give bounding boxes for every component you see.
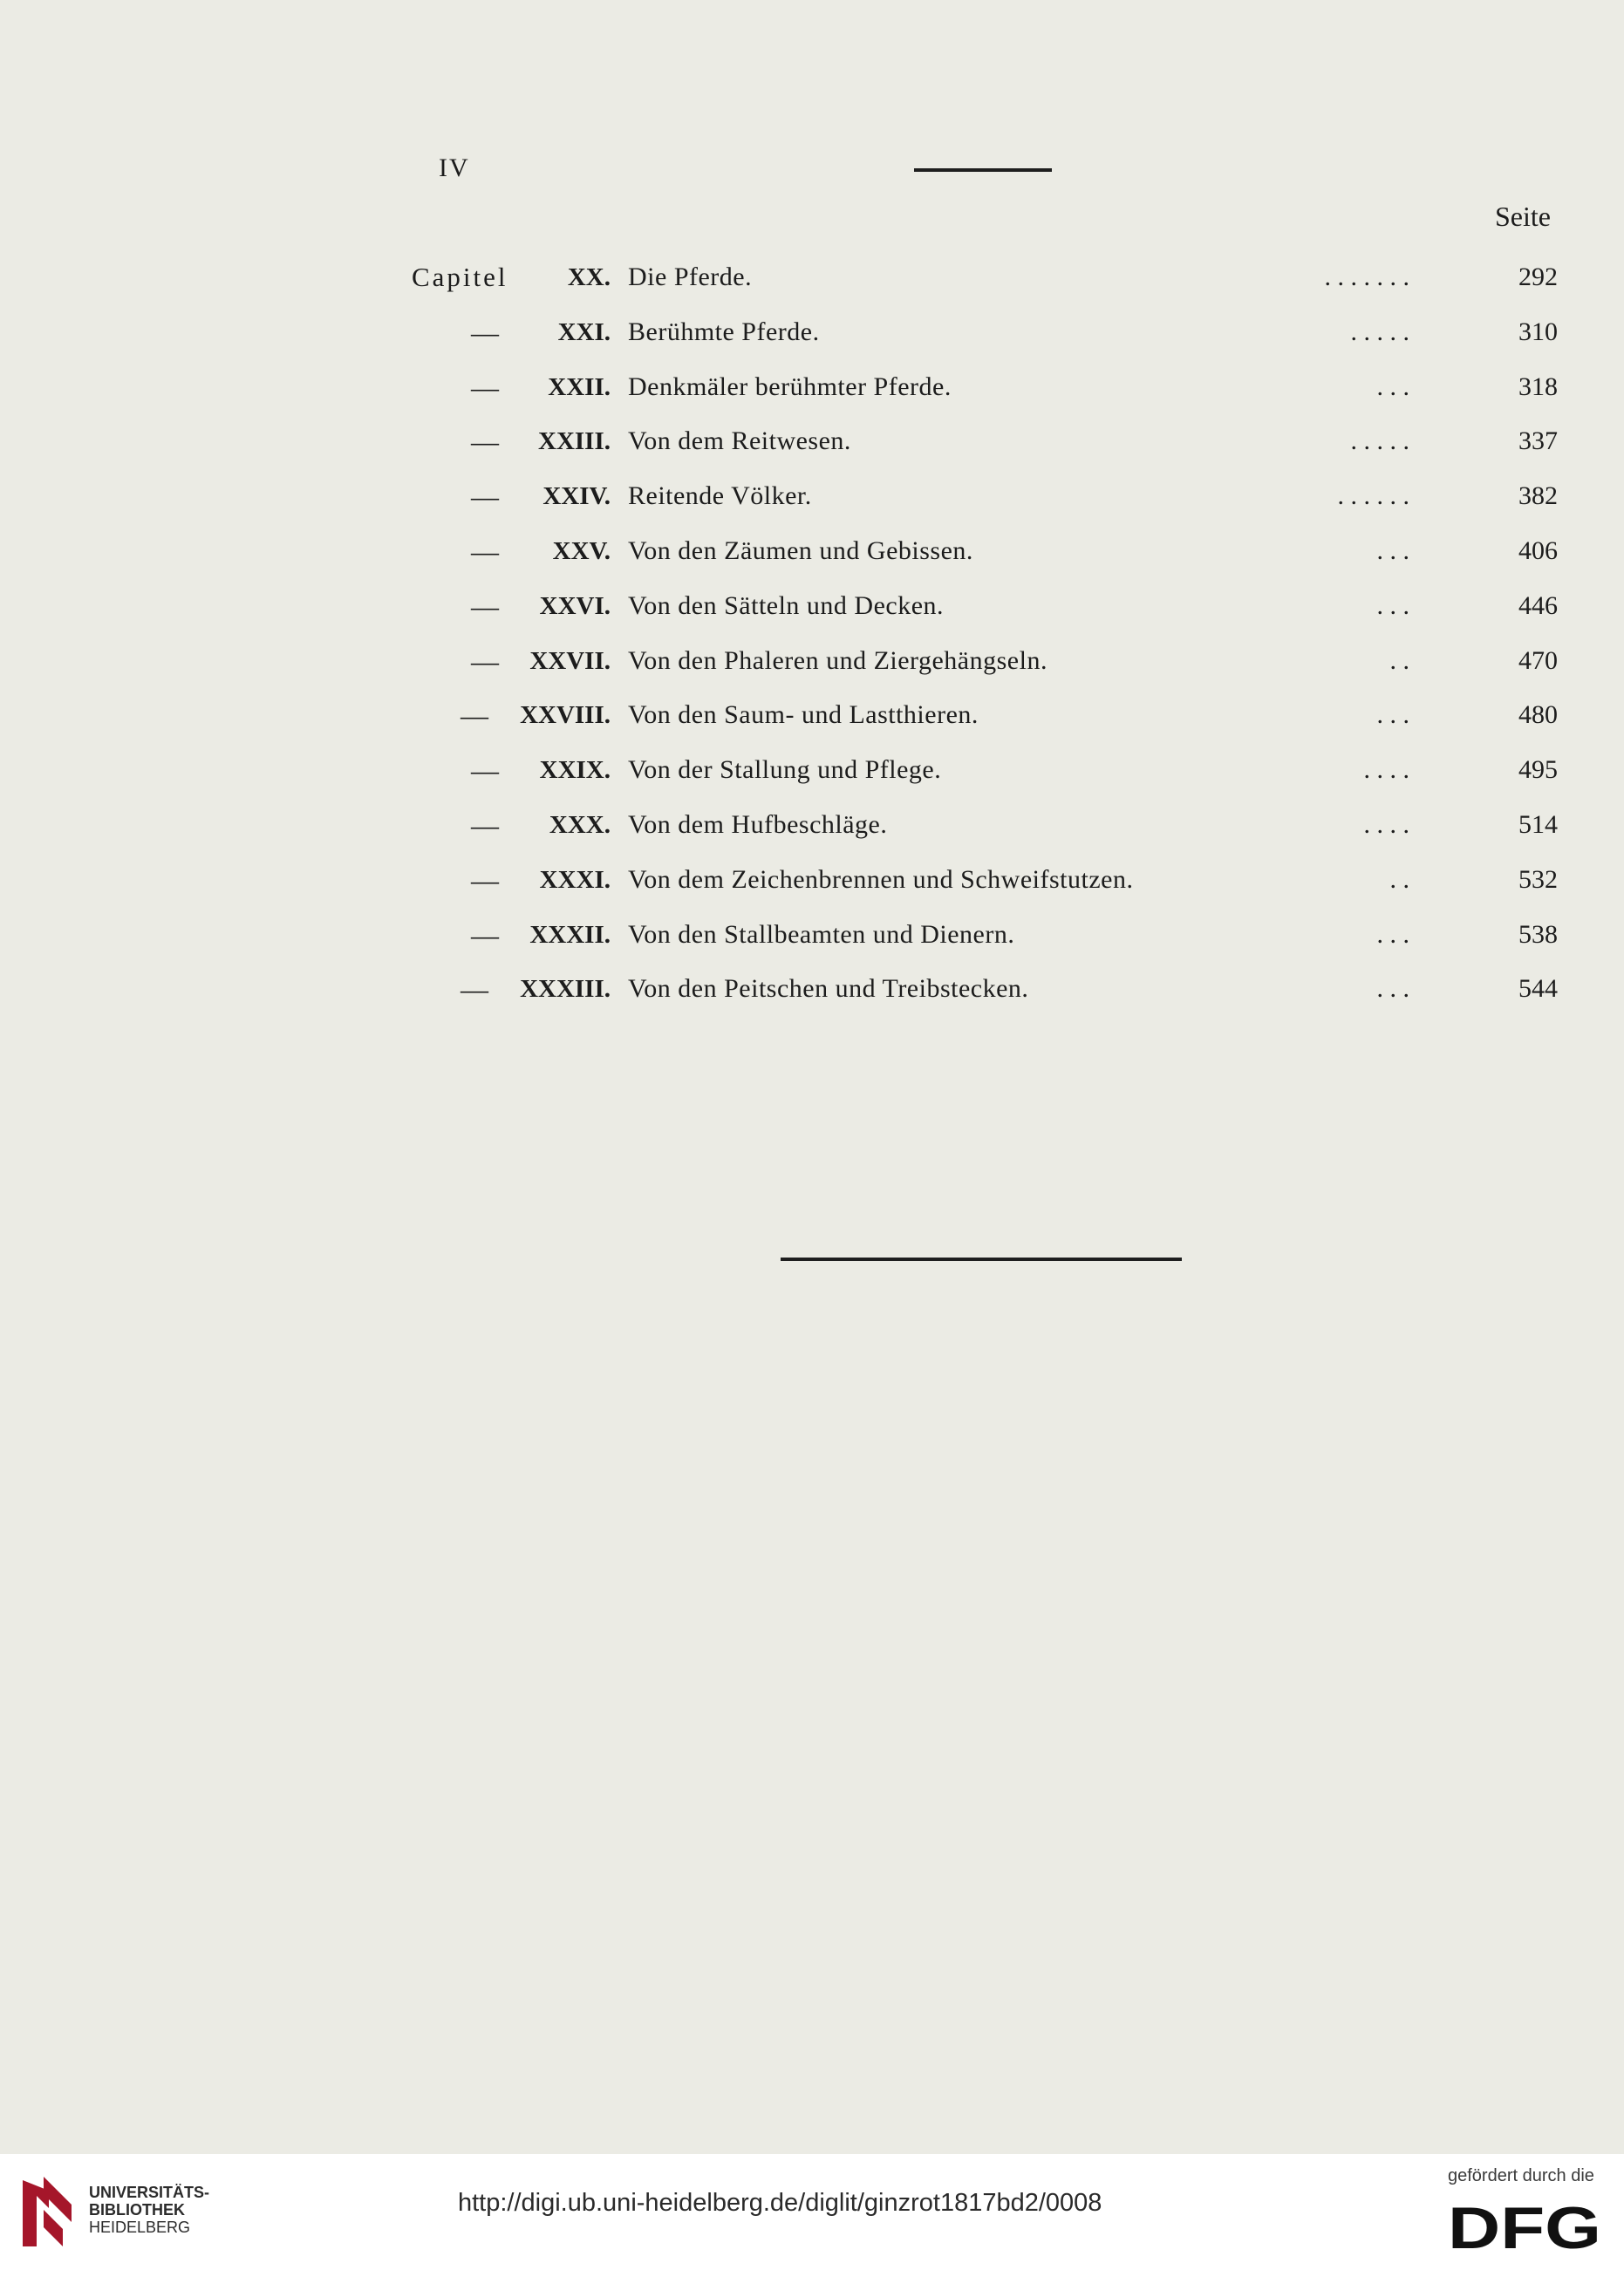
chapter-page-number: 470	[1518, 646, 1558, 675]
chapter-page-number: 382	[1518, 481, 1558, 510]
chapter-numeral: XX.	[567, 263, 611, 291]
toc-row	[0, 695, 1624, 735]
chapter-page-number: 495	[1518, 755, 1558, 784]
toc-row	[0, 367, 1624, 407]
leader-dots: . .	[1389, 865, 1409, 894]
toc-row	[0, 476, 1624, 516]
leader-dots: . . . . . . .	[1324, 262, 1409, 291]
leader-dots: . . .	[1376, 372, 1409, 401]
leader-dots: . . .	[1376, 700, 1409, 729]
chapter-title: Von den Stallbeamten und Dienern.	[628, 920, 1015, 949]
toc-row	[0, 860, 1624, 900]
chapter-page-number: 544	[1518, 974, 1558, 1003]
chapter-numeral: XXXII.	[529, 921, 611, 949]
footer-bar	[0, 2154, 1624, 2270]
leader-dots: . .	[1389, 646, 1409, 675]
library-name	[89, 2184, 209, 2236]
library-name-line: UNIVERSITÄTS-	[89, 2184, 210, 2201]
chapter-numeral: XXXI.	[539, 866, 611, 894]
chapter-page-number: 480	[1518, 700, 1558, 729]
toc-row	[0, 805, 1624, 845]
chapter-page-number: 406	[1518, 536, 1558, 565]
chapter-numeral: XXXIII.	[520, 975, 611, 1003]
chapter-numeral: XXIII.	[538, 427, 611, 455]
ditto-dash: —	[471, 809, 499, 841]
leader-dots: . . .	[1376, 974, 1409, 1003]
chapter-title: Von dem Reitwesen.	[628, 426, 851, 455]
ditto-dash: —	[471, 317, 499, 348]
toc-row	[0, 312, 1624, 352]
chapter-page-number: 538	[1518, 920, 1558, 949]
chapter-page-number: 446	[1518, 591, 1558, 620]
ditto-dash: —	[471, 864, 499, 896]
library-name-line: HEIDELBERG	[89, 2219, 191, 2236]
chapter-label: Capitel	[412, 262, 508, 292]
chapter-title: Von den Phaleren und Ziergehängseln.	[628, 646, 1047, 675]
chapter-title: Von den Saum- und Lastthieren.	[628, 700, 979, 729]
chapter-numeral: XXII.	[548, 373, 611, 401]
toc-row	[0, 915, 1624, 955]
header-rule	[914, 168, 1052, 172]
funding-note: gefördert durch die	[1448, 2166, 1594, 2185]
leader-dots: . . . . .	[1350, 317, 1409, 346]
chapter-page-number: 318	[1518, 372, 1558, 401]
toc-row	[0, 750, 1624, 790]
chapter-numeral: XXX.	[549, 811, 611, 839]
chapter-page-number: 310	[1518, 317, 1558, 346]
library-name-line: BIBLIOTHEK	[89, 2201, 185, 2219]
chapter-numeral: XXVI.	[539, 592, 611, 620]
chapter-page-number: 292	[1518, 262, 1558, 291]
leader-dots: . . . . . .	[1337, 481, 1409, 510]
chapter-numeral: XXV.	[552, 537, 611, 565]
ditto-dash: —	[471, 426, 499, 457]
chapter-title: Berühmte Pferde.	[628, 317, 820, 346]
chapter-numeral: XXIX.	[539, 756, 611, 784]
toc-row	[0, 586, 1624, 626]
ditto-dash: —	[471, 590, 499, 622]
chapter-title: Die Pferde.	[628, 262, 753, 291]
end-rule	[781, 1258, 1182, 1261]
chapter-title: Von der Stallung und Pflege.	[628, 755, 942, 784]
ditto-dash: —	[461, 699, 488, 731]
dfg-logo-icon	[1448, 2198, 1605, 2255]
toc-row	[0, 641, 1624, 681]
chapter-page-number: 532	[1518, 865, 1558, 894]
leader-dots: . . .	[1376, 591, 1409, 620]
toc-row	[0, 531, 1624, 571]
toc-row	[0, 257, 1624, 297]
svg-text:DFG: DFG	[1448, 2198, 1601, 2255]
leader-dots: . . .	[1376, 536, 1409, 565]
ditto-dash: —	[471, 481, 499, 512]
page-column-header: Seite	[1495, 201, 1551, 232]
chapter-title: Denkmäler berühmter Pferde.	[628, 372, 952, 401]
chapter-numeral: XXVII.	[529, 647, 611, 675]
ditto-dash: —	[471, 919, 499, 951]
chapter-page-number: 514	[1518, 810, 1558, 839]
university-library-logo-icon	[17, 2171, 78, 2252]
chapter-title: Reitende Völker.	[628, 481, 812, 510]
page-number: IV	[439, 153, 470, 182]
ditto-dash: —	[461, 973, 488, 1005]
chapter-title: Von dem Zeichenbrennen und Schweifstutzen.	[628, 865, 1134, 894]
chapter-title: Von den Zäumen und Gebissen.	[628, 536, 973, 565]
chapter-numeral: XXIV.	[542, 482, 611, 510]
chapter-numeral: XXVIII.	[520, 701, 611, 729]
leader-dots: . . . . .	[1350, 426, 1409, 455]
chapter-title: Von dem Hufbeschläge.	[628, 810, 888, 839]
chapter-numeral: XXI.	[557, 318, 611, 346]
ditto-dash: —	[471, 535, 499, 567]
leader-dots: . . . .	[1363, 755, 1409, 784]
toc-row	[0, 969, 1624, 1009]
chapter-page-number: 337	[1518, 426, 1558, 455]
chapter-title: Von den Peitschen und Treibstecken.	[628, 974, 1029, 1003]
leader-dots: . . . .	[1363, 810, 1409, 839]
permalink-url[interactable]: http://digi.ub.uni-heidelberg.de/diglit/ginzrot1817bd2/0008	[458, 2189, 1102, 2217]
ditto-dash: —	[471, 754, 499, 786]
ditto-dash: —	[471, 645, 499, 677]
leader-dots: . . .	[1376, 920, 1409, 949]
chapter-title: Von den Sätteln und Decken.	[628, 591, 945, 620]
toc-row	[0, 421, 1624, 461]
ditto-dash: —	[471, 372, 499, 403]
